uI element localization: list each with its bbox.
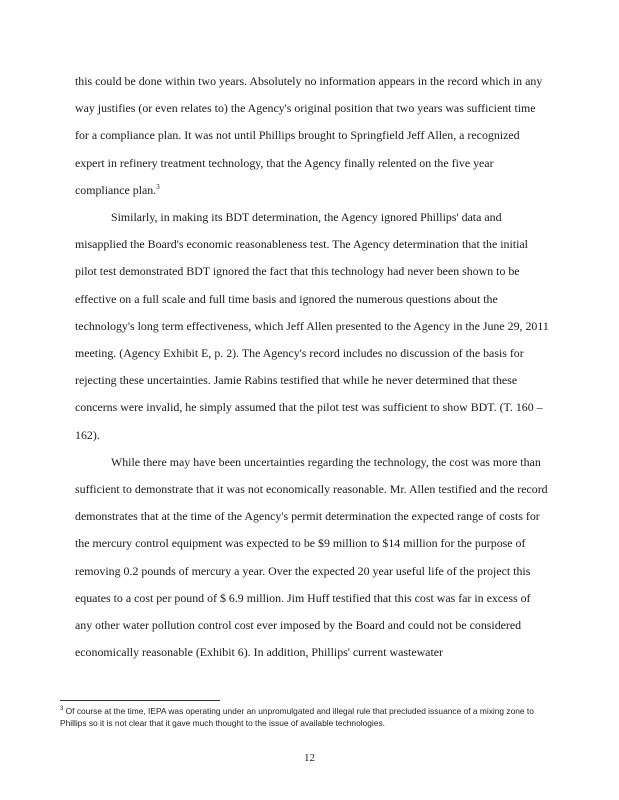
paragraph-1 [75, 68, 550, 204]
footnote-divider [60, 700, 220, 701]
paragraph-1-text: this could be done within two years. Absolutely no information appears in the record which in any way justifies (or even relates to) the Agency's original position that two years was sufficient time for a compliance plan. It was not until Phillips brought to Springfield Jeff Allen, a recognized expert in refinery treatment technology, that the Agency finally relented on the five year compliance plan. [75, 74, 543, 197]
footnote-reference: 3 [156, 182, 160, 191]
page-number: 12 [304, 752, 315, 764]
footnote-text: Of course at the time, IEPA was operating under an unpromulgated and illegal rule that precluded issuance of a mixing zone to Phillips so it is not clear that it gave much thought to the issue of available technologies. [60, 706, 534, 728]
footnote-number: 3 [60, 706, 64, 713]
footnote [60, 705, 560, 729]
body-text [75, 68, 550, 666]
paragraph-3: While there may have been uncertainties regarding the technology, the cost was more than sufficient to demonstrate that it was not economically reasonable. Mr. Allen testified and the record demonstrates that at the time of the Agency's permit determination the expected range of costs for the mercury control equipment was expected to be $9 million to $14 million for the purpose of removing 0.2 pounds of mercury a year. Over the expected 20 year useful life of the project this equates to a cost per pound of $ 6.9 million. Jim Huff testified that this cost was far in excess of any other water pollution control cost ever imposed by the Board and could not be considered economically reasonable (Exhibit 6). In addition, Phillips' current wastewater [75, 454, 548, 660]
paragraph-2: Similarly, in making its BDT determination, the Agency ignored Phillips' data and misapplied the Board's economic reasonableness test. The Agency determination that the initial pilot test demonstrated BDT ignored the fact that this technology had never been shown to be effective on a full scale and full time basis and ignored the numerous questions about the technology's long term effectiveness, which Jeff Allen presented to the Agency in the June 29, 2011 meeting. (Agency Exhibit E, p. 2). The Agency's record includes no discussion of the basis for rejecting these uncertainties. Jamie Rabins testified that while he never determined that these concerns were invalid, he simply assumed that the pilot test was sufficient to show BDT. (T. 160 – 162). [75, 210, 549, 442]
